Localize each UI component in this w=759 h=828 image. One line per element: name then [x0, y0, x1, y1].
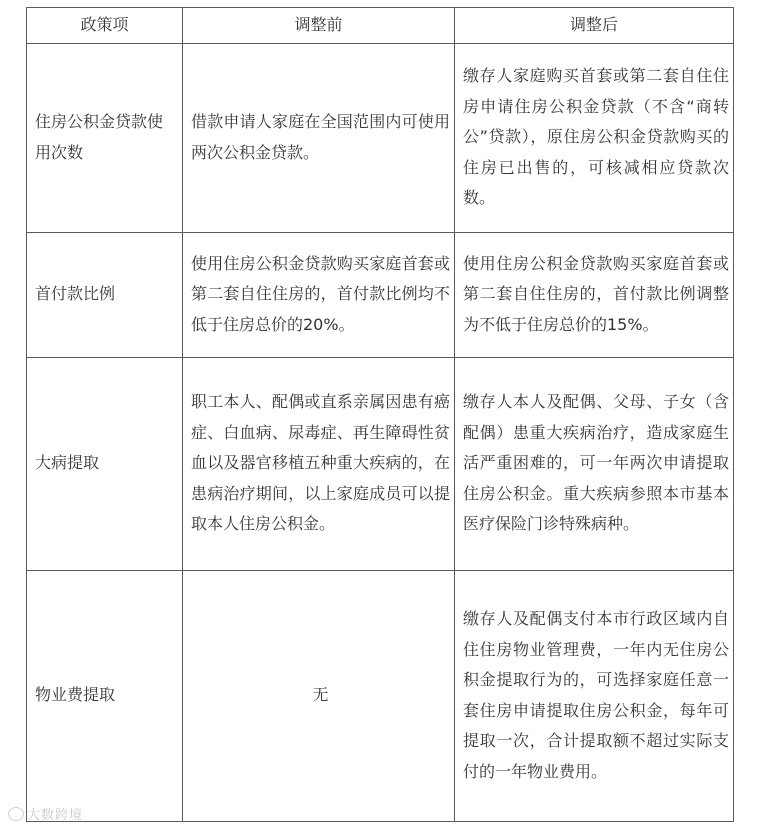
table-row	[27, 570, 734, 821]
after-text: 缴存人家庭购买首套或第二套自住住房申请住房公积金贷款（不含“商转公”贷款），原住房公积金贷款购买的住房已出售的，可核减相应贷款次数。	[455, 43, 734, 232]
header-policy-item: 政策项	[27, 8, 183, 44]
after-text: 缴存人本人及配偶、父母、子女（含配偶）患重大疾病治疗，造成家庭生活严重困难的，可一年两次申请提取住房公积金。重大疾病参照本市基本医疗保险门诊特殊病种。	[455, 357, 734, 570]
after-text: 缴存人及配偶支付本市行政区域内自住住房物业管理费，一年内无住房公积金提取行为的，可选择家庭任意一套住房申请提取住房公积金，每年可提取一次，合计提取额不超过实际支付的一年物业费用。	[455, 570, 734, 821]
before-text: 无	[183, 570, 455, 821]
before-text: 使用住房公积金贷款购买家庭首套或第二套自住住房的，首付款比例均不低于住房总价的20%。	[183, 232, 455, 357]
watermark	[8, 804, 83, 823]
watermark-logo-icon	[8, 807, 24, 821]
table-header-row	[27, 8, 734, 44]
before-text: 职工本人、配偶或直系亲属因患有癌症、白血病、尿毒症、再生障碍性贫血以及器官移植五种重大疾病的，在患病治疗期间，以上家庭成员可以提取本人住房公积金。	[183, 357, 455, 570]
before-text: 借款申请人家庭在全国范围内可使用两次公积金贷款。	[183, 43, 455, 232]
header-after: 调整后	[455, 8, 734, 44]
table-row	[27, 43, 734, 232]
table-row	[27, 232, 734, 357]
table-row	[27, 357, 734, 570]
policy-item: 物业费提取	[27, 570, 183, 821]
policy-item: 首付款比例	[27, 232, 183, 357]
watermark-text: 大数跨境	[27, 808, 84, 823]
after-text: 使用住房公积金贷款购买家庭首套或第二套自住住房的，首付款比例调整为不低于住房总价的15%。	[455, 232, 734, 357]
policy-item: 大病提取	[27, 357, 183, 570]
header-before: 调整前	[183, 8, 455, 44]
policy-comparison-table	[26, 7, 734, 822]
policy-item: 住房公积金贷款使用次数	[27, 43, 183, 232]
